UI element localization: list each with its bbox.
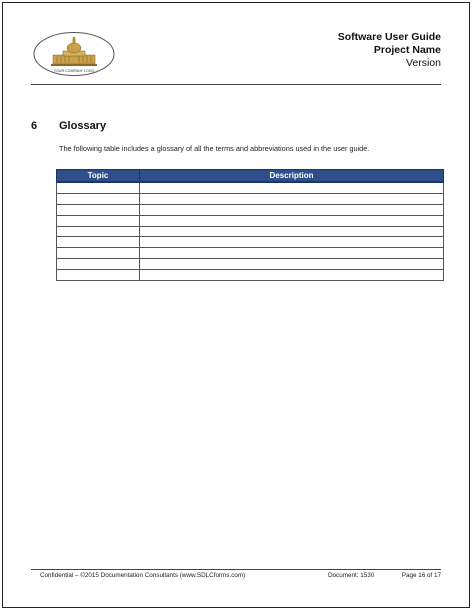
footer-page-number: Page 16 of 17 — [401, 572, 441, 579]
description-cell[interactable] — [140, 204, 444, 215]
doc-title: Software User Guide — [337, 31, 441, 43]
section-number: 6 — [31, 120, 38, 132]
topic-cell[interactable] — [57, 193, 140, 204]
description-cell[interactable] — [140, 215, 444, 226]
version-label: Version — [405, 57, 441, 69]
topic-cell[interactable] — [57, 215, 140, 226]
topic-cell[interactable] — [57, 270, 140, 281]
description-cell[interactable] — [140, 259, 444, 270]
section-title: Glossary — [59, 120, 107, 132]
description-cell[interactable] — [140, 182, 444, 193]
topic-cell[interactable] — [57, 248, 140, 259]
header-divider — [31, 84, 441, 85]
glossary-table-body — [57, 182, 444, 281]
table-row — [57, 237, 444, 248]
project-name: Project Name — [373, 44, 441, 56]
topic-cell[interactable] — [57, 237, 140, 248]
table-row — [57, 259, 444, 270]
table-row — [57, 248, 444, 259]
table-row — [57, 270, 444, 281]
description-cell[interactable] — [140, 248, 444, 259]
company-logo — [33, 31, 115, 77]
capitol-logo-icon — [33, 31, 115, 77]
topic-cell[interactable] — [57, 226, 140, 237]
table-row — [57, 226, 444, 237]
description-cell[interactable] — [140, 237, 444, 248]
document-page — [2, 2, 470, 608]
column-header-topic: Topic — [57, 170, 140, 183]
footer-document-number: Document: 1530 — [328, 572, 375, 579]
description-cell[interactable] — [140, 270, 444, 281]
description-cell[interactable] — [140, 226, 444, 237]
topic-cell[interactable] — [57, 182, 140, 193]
column-header-description: Description — [140, 170, 444, 183]
topic-cell[interactable] — [57, 259, 140, 270]
footer-divider — [31, 569, 441, 570]
topic-cell[interactable] — [57, 204, 140, 215]
table-row — [57, 215, 444, 226]
table-row — [57, 193, 444, 204]
logo-text: YOUR COMPANY LOGO — [53, 69, 95, 73]
glossary-table — [56, 169, 444, 281]
table-header-row — [57, 170, 444, 183]
section-heading — [31, 120, 106, 132]
footer-confidential: Confidential – ©2015 Documentation Consultants (www.SDLCforms.com) — [40, 572, 246, 579]
document-header — [338, 31, 441, 70]
table-row — [57, 182, 444, 193]
section-intro: The following table includes a glossary of all the terms and abbreviations used in the user guide. — [59, 144, 370, 153]
description-cell[interactable] — [140, 193, 444, 204]
table-row — [57, 204, 444, 215]
